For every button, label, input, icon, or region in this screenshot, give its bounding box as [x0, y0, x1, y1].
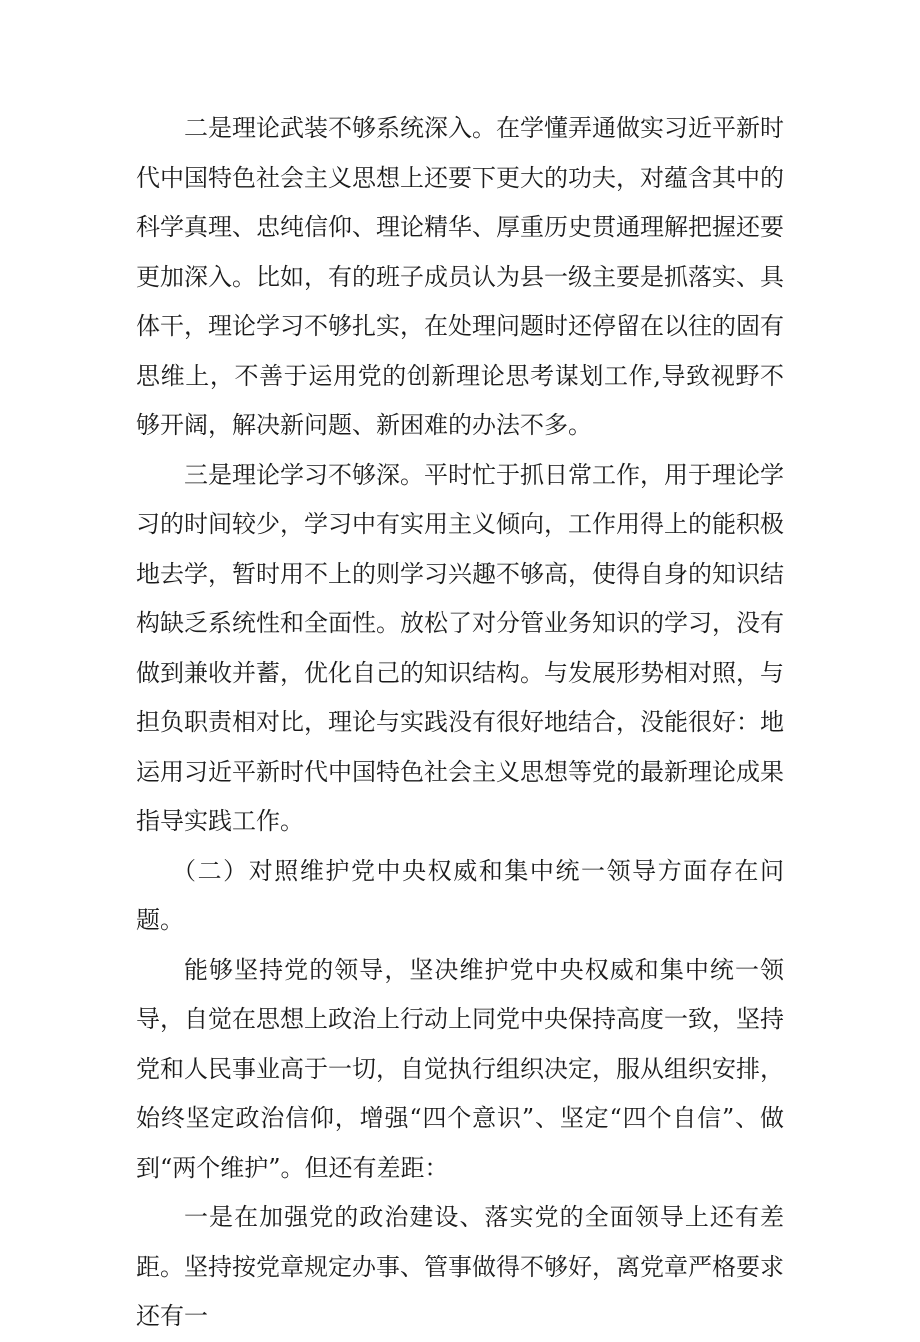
paragraph-party-leadership: 能够坚持党的领导，坚决维护党中央权威和集中统一领导，自觉在思想上政治上行动上同党中央保持高度一致，坚持党和人民事业高于一切，自觉执行组织决定，服从组织安排，始终坚定政治信仰，增强“四个意识”、坚定“四个自信”、做到“两个维护”。但还有差距： [136, 955, 784, 1182]
section-heading-two: （二）对照维护党中央权威和集中统一领导方面存在问题。 [136, 856, 784, 934]
document-body [136, 104, 784, 1342]
paragraph-theory-arming: 二是理论武装不够系统深入。在学懂弄通做实习近平新时代中国特色社会主义思想上还要下更大的功夫，对蕴含其中的科学真理、忠纯信仰、理论精华、厚重历史贯通理解把握还要更加深入。比如，有的班子成员认为县一级主要是抓落实、具体干，理论学习不够扎实，在处理问题时还停留在以往的固有思维上，不善于运用党的创新理论思考谋划工作,导致视野不够开阔，解决新问题、新困难的办法不多。 [136, 114, 784, 439]
paragraph-theory-study: 三是理论学习不够深。平时忙于抓日常工作，用于理论学习的时间较少，学习中有实用主义倾向，工作用得上的能积极地去学，暂时用不上的则学习兴趣不够高，使得自身的知识结构缺乏系统性和全面性。放松了对分管业务知识的学习，没有做到兼收并蓄，优化自己的知识结构。与发展形势相对照，与担负职责相对比，理论与实践没有很好地结合，没能很好：地运用习近平新时代中国特色社会主义思想等党的最新理论成果指导实践工作。 [136, 460, 784, 835]
paragraph-political-building: 一是在加强党的政治建设、落实党的全面领导上还有差距。坚持按党章规定办事、管事做得不够好，离党章严格要求还有一 [136, 1203, 784, 1330]
